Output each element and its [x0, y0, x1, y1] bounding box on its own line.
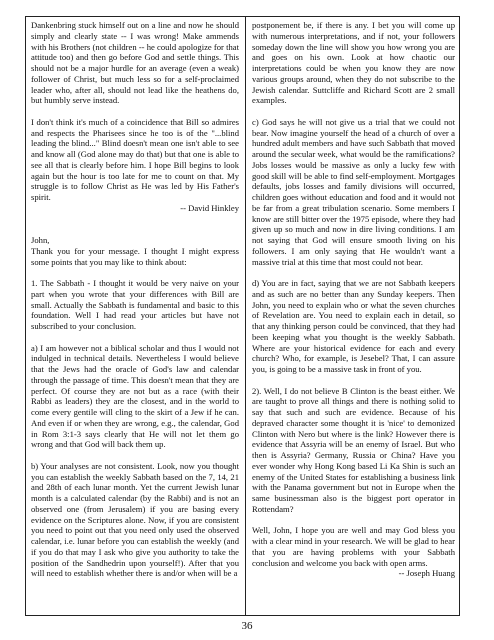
- signature: -- David Hinkley: [180, 202, 239, 213]
- paragraph: postponement be, if there is any. I bet you will come up with numerous interpretations, and if not, your followers someday down the line will show you how wrong you are and goes on his own. Look at how chaotic our interpretations could be when you know they are now various groups around, when they do not subscribe to the Jewish calendar. Suttcliffe and Richard Scott are 2 small examples.: [252, 20, 455, 106]
- paragraph: I don't think it's much of a coincidence that Bill so admires and respects the Pharisees since he too is of the "...blind leading the blind..." Blind doesn't mean one isn't able to see and know all (God alone may do that) but that one is able to see all that is clearly before him. I hope Bill begins to look again but the hour is too late for me to count on that. My struggle is to follow Christ as He was led by His Father's spirit.: [31, 116, 239, 202]
- paragraph: Well, John, I hope you are well and may God bless you with a clear mind in your research. We will be glad to hear that you are having problems with your Sabbath conclusion and welcome you back with open arms.: [252, 525, 455, 568]
- paragraph: d) You are in fact, saying that we are not Sabbath keepers and as such are no better than any Sunday keepers. Then John, you need to explain who or what the seven churches of Revelation are. You need to explain each in detail, so that any thinking person could be convinced, that they had been keeping what you thought is the weekly Sabbath. Where are your historical evidence for each and every church? Who, for example, is Jesebel? That, I can assure you, is going to be a massive task in front of you.: [252, 278, 455, 374]
- page-number: 36: [241, 620, 253, 632]
- paragraph: Dankenbring stuck himself out on a line and now he should simply and clearly state -- I was wrong! Make ammends with his Brothers (not children -- he could apologize for that attitude too) and then go before God and settle things. This should not be a major hurdle for an average (even a weak) follower of Christ, but much less so for a self-proclaimed leader who, after all, should not lead like the heathens do, but humbly serve instead.: [31, 20, 239, 106]
- paragraph: b) Your analyses are not consistent. Look, now you thought you can establish the weekly Sabbath based on the 7, 14, 21 and 28th of each lunar month. Yet the current Jewish lunar month is a calculated calendar (by the Rabbi) and is not an observed one (from Jerusalem) if you are basing every evidence on the Scriptures alone. Now, if you are consistent you need to point out that you need only used the observed calendar, i.e. lunar before you can establish the weekly (and if you do that may I ask who give you authority to take the position of the Sandhedrin upon yourself!). After that you will need to establish whether there is and/or when will be a: [31, 460, 239, 579]
- paragraph: 1. The Sabbath - I thought it would be very naive on your part when you wrote that your differences with Bill are small. Actually the Sabbath is fundamental and basic to this foundation. Well I had read your articles but have not subscribed to your conclusion.: [31, 278, 239, 331]
- paragraph: a) I am however not a biblical scholar and thus I would not indulged in technical details. Nevertheless I would believe that the Jews had the oracle of God's law and calendar through the passage of time. This doesn't mean that they are perfect. Of course they are not but as a race (with their Rabbi as leaders) they are the closest, and in the world to come every gentile will cling to the skirt of a Jew if he can. And even if or when they are wrong, e.g., the calendar, God in Rom 3:1-3 says clearly that He will not let them go wrong and that God will back them up.: [31, 342, 239, 450]
- signature: -- Joseph Huang: [398, 568, 455, 579]
- right-column: [252, 20, 455, 610]
- paragraph: 2). Well, I do not believe B Clinton is the beast either. We are taught to prove all things and there is nothing solid to say that such and such are evidence. Because of his depraved character some thought it is 'nice' to demonized Clinton with Nero but where is the link? However there is evidence that Assyria will be an enemy of Israel. But who then is Assyria? Germany, Russia or China? Have you ever wonder why Hong Kong based Li Ka Shin is such an enemy of the United States for establishing a business link with the Panama government but not in Europe when the same businessman also is the biggest port operator in Rottendam?: [252, 385, 455, 514]
- left-column: [31, 20, 239, 610]
- paragraph: John, Thank you for your message. I thought I might express some points that you may like to think about:: [31, 235, 239, 267]
- column-divider: [245, 17, 246, 615]
- paragraph: c) God says he will not give us a trial that we could not bear. Now imagine yourself the head of a church of over a hundred adult members and have such Sabbath that moved around the secular week, what would be the ramifications? Jobs losses would be massive as only a lucky few with good skill will be able to find self-employment. Mortgages defaults, jobs losses and family divisions will occurred, children goes without education and food and it would not be far from a great tribulation scenario. Some members I know are still bitter over the 1975 episode, where they had given up so much and now in dire living conditions. I am not saying that God will ensure smooth living on his followers. I am only saying that He wouldn't want a massive trial at this time that most could not bear.: [252, 116, 455, 267]
